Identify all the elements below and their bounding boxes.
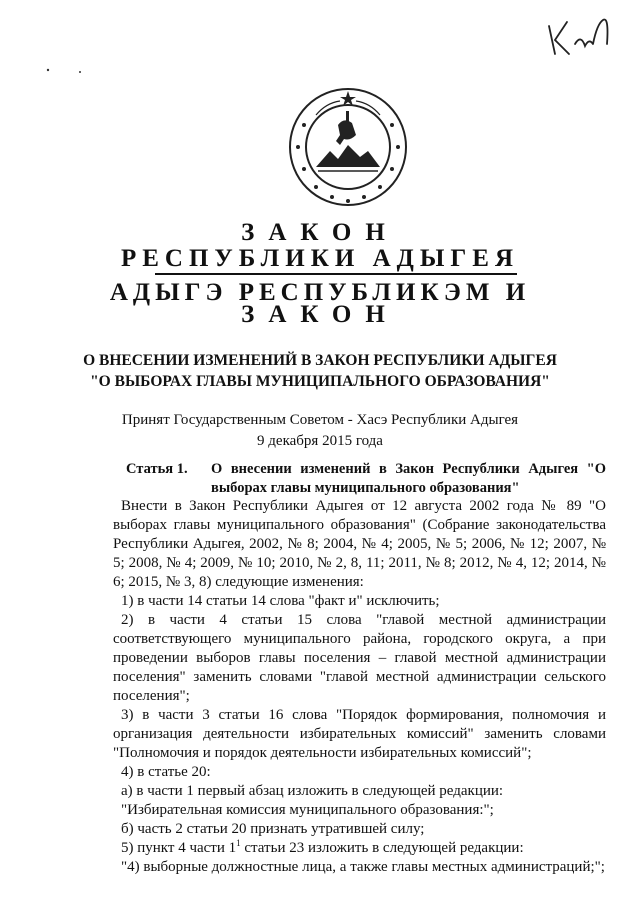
body-paragraph: 4) в статье 20:	[121, 764, 211, 780]
republic-heading: РЕСПУБЛИКИ АДЫГЕЯ	[120, 245, 520, 272]
item5-before: 5) пункт 4 части 1	[121, 840, 237, 856]
item5-after: статьи 23 изложить в следующей редакции:	[240, 840, 524, 856]
handwritten-mark	[545, 14, 615, 60]
heading-divider	[155, 273, 517, 275]
adyghe-republic-heading: АДЫГЭ РЕСПУБЛИКЭМ И	[109, 279, 531, 306]
body-paragraph: 2) в части 4 статьи 15 слова "главой местной администрации соответствующего муниципального района, городского округа, а при проведении выборов главы поселения – главой местной администрации поселения" заменить словами "главой местной администрации сельского поселения";	[113, 612, 606, 704]
article-body	[113, 497, 606, 877]
body-paragraph: б) часть 2 статьи 20 признать утратившей силу;	[121, 821, 425, 837]
body-paragraph: 1) в части 14 статьи 14 слова "факт и" исключить;	[121, 593, 440, 609]
article-number: Статья 1.	[126, 461, 188, 477]
article-title: О внесении изменений в Закон Республики Адыгея "О выборах главы муниципального образования"	[211, 461, 606, 496]
adoption-note	[0, 410, 640, 452]
item5-superscript: 1	[236, 838, 241, 848]
document-title-line-2: "О ВЫБОРАХ ГЛАВЫ МУНИЦИПАЛЬНОГО ОБРАЗОВАНИЯ"	[90, 373, 550, 390]
body-paragraph: 3) в части 3 статьи 16 слова "Порядок формирования, полномочия и организация деятельности избирательных комиссий" заменить словами "Полномочия и порядок деятельности избирательных комиссий";	[113, 707, 606, 761]
body-paragraph-item-5	[113, 839, 606, 858]
document-title-line-1: О ВНЕСЕНИИ ИЗМЕНЕНИЙ В ЗАКОН РЕСПУБЛИКИ АДЫГЕЯ	[83, 352, 557, 369]
adoption-body: Принят Государственным Советом - Хасэ Республики Адыгея	[121, 412, 519, 428]
body-paragraph: "Избирательная комиссия муниципального образования:";	[121, 802, 494, 818]
adyghe-law-heading: ЗАКОН	[241, 301, 399, 328]
body-paragraph: а) в части 1 первый абзац изложить в следующей редакции:	[121, 783, 504, 799]
scan-specks	[0, 0, 100, 90]
law-heading: ЗАКОН	[241, 219, 399, 246]
document-title	[0, 350, 640, 392]
body-paragraph: Внести в Закон Республики Адыгея от 12 августа 2002 года № 89 "О выборах главы муниципального образования" (Собрание законодательства Республики Адыгея, 2002, № 8; 2004, № 4; 2005, № 5; 2006, № 12; 2007, № 5; 2008, № 4; 2009, № 10; 2010, № 2, 8, 11; 2011, № 8; 2012, № 4, 12; 2014, № 6; 2015, № 3, 8) следующие изменения:	[113, 498, 606, 590]
coat-of-arms-seal	[286, 85, 410, 209]
adoption-date: 9 декабря 2015 года	[257, 433, 383, 449]
body-paragraph: "4) выборные должностные лица, а также главы местных администраций;";	[121, 859, 605, 875]
